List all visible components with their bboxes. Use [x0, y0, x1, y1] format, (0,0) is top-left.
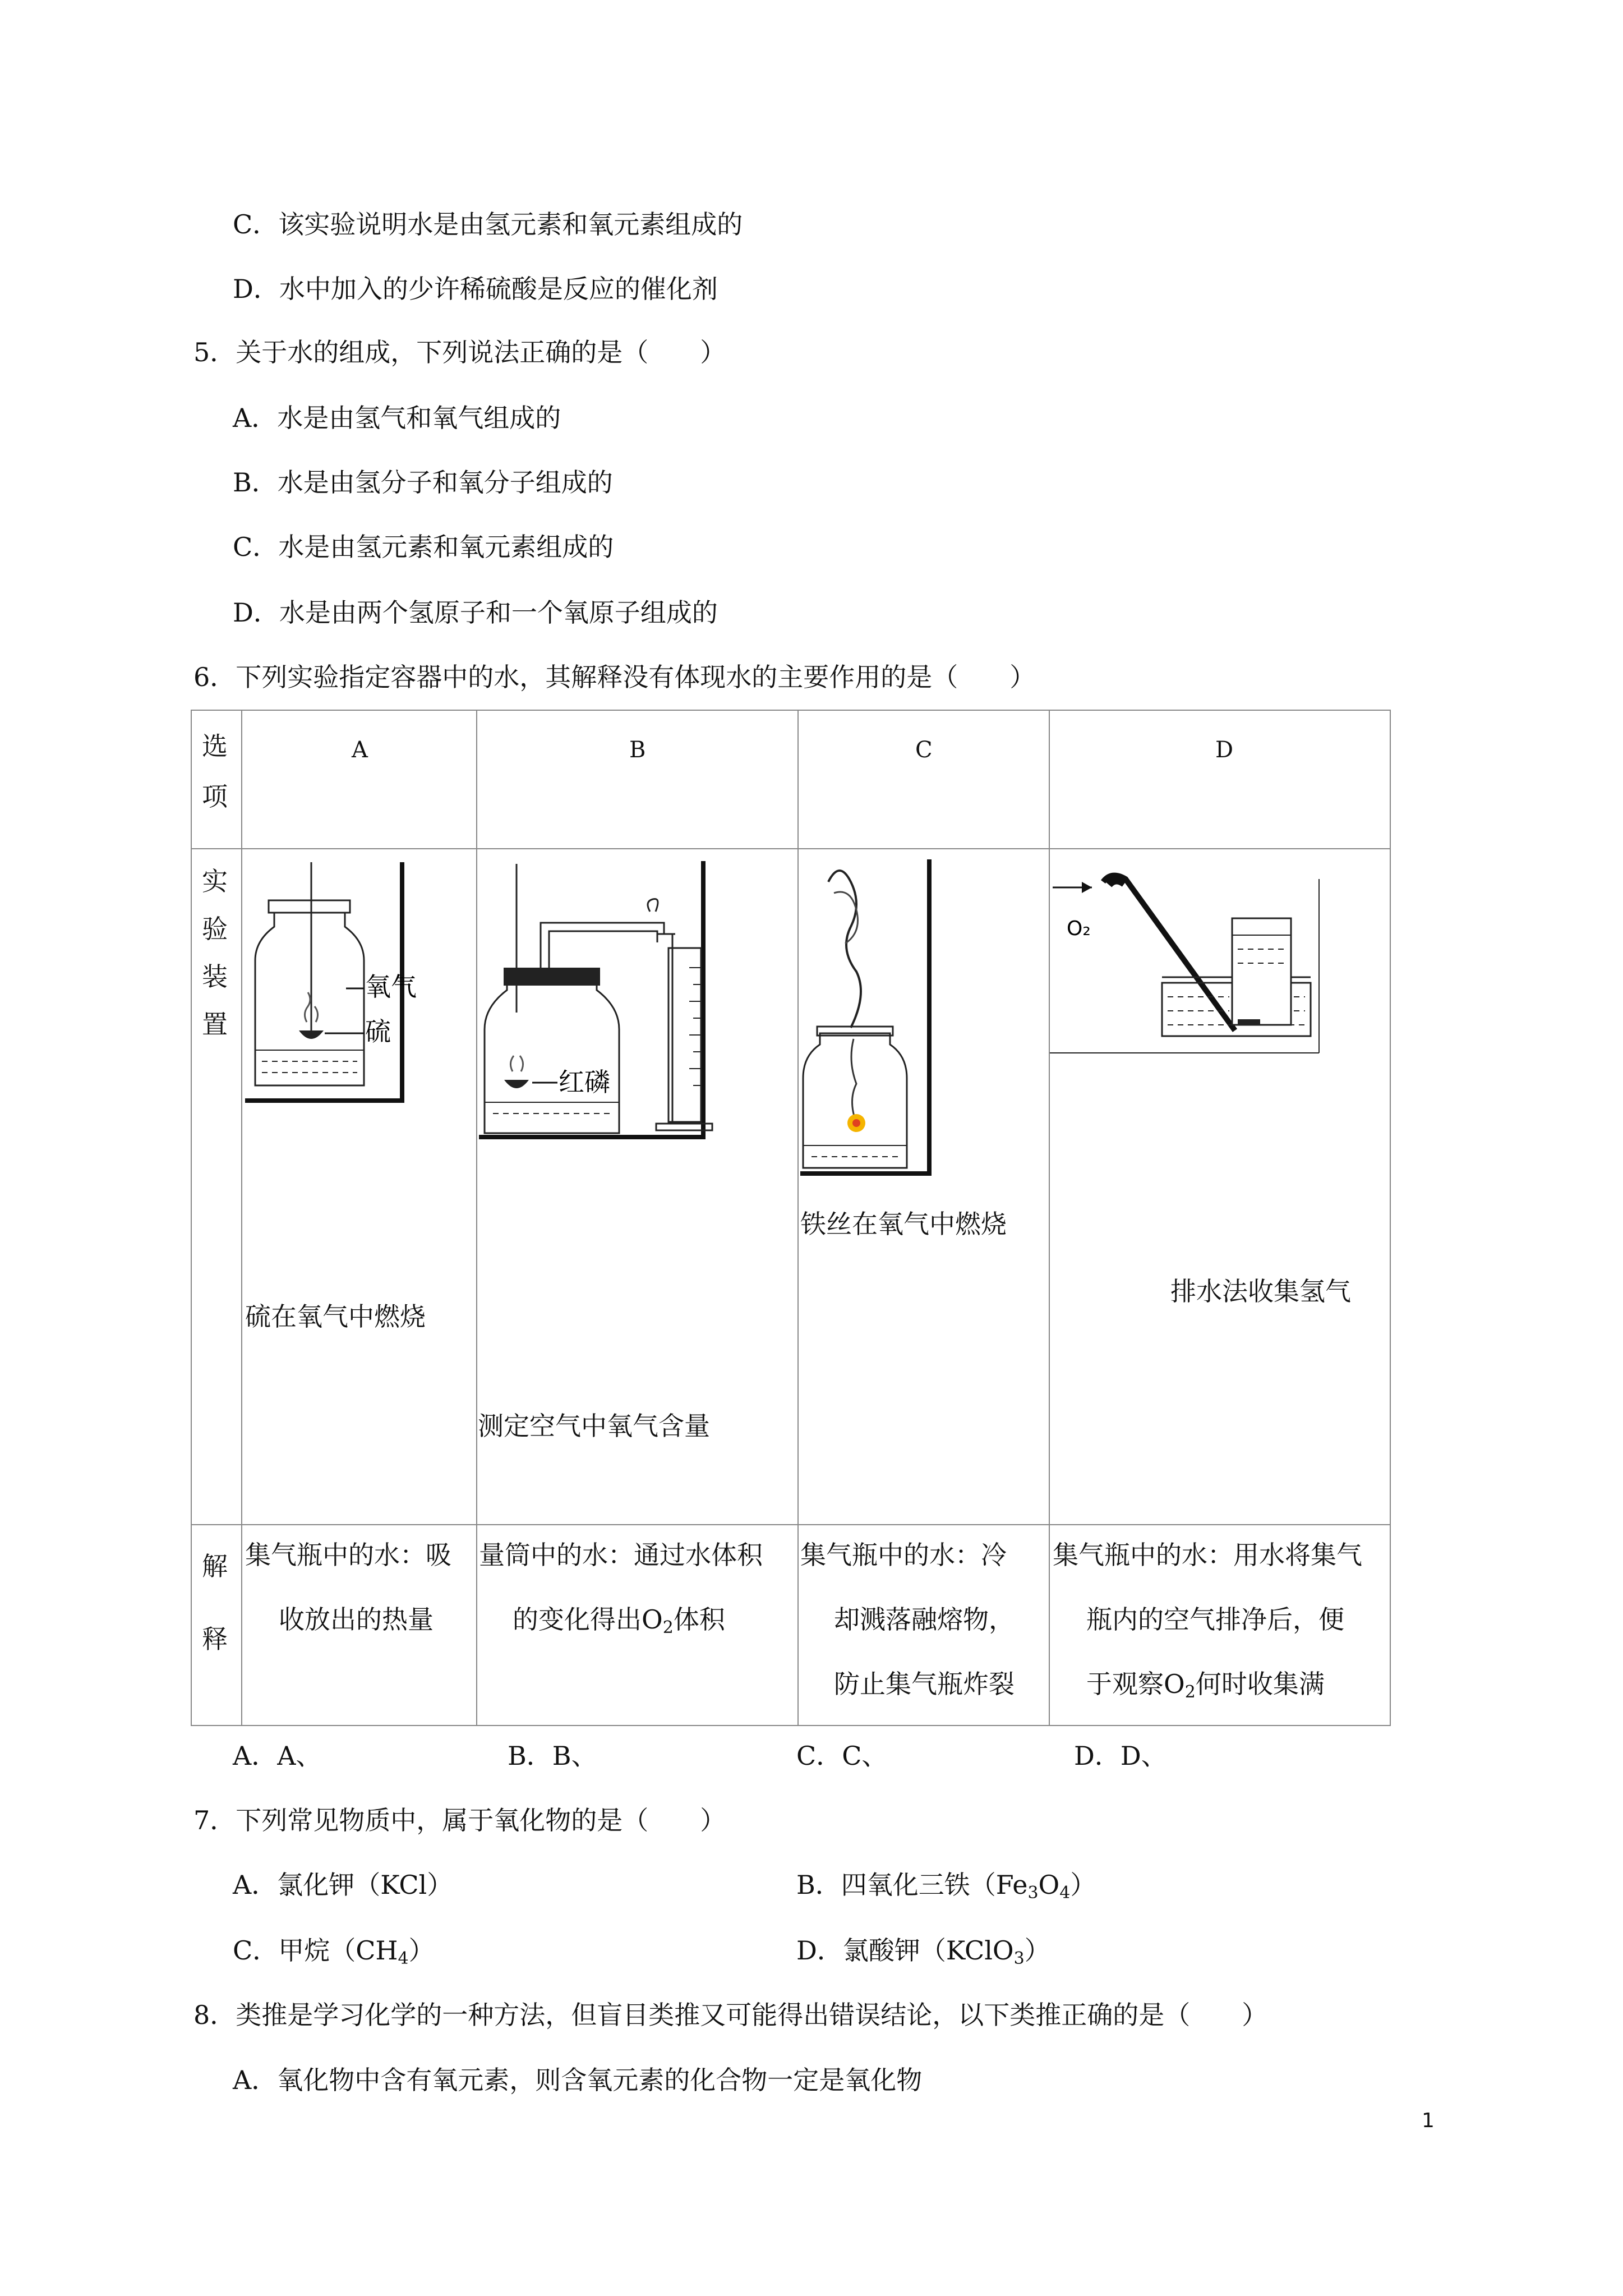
row-label-option: 选项 — [202, 731, 228, 812]
q5-stem: 5．关于水的组成，下列说法正确的是（ ） — [193, 337, 726, 367]
q7-option-c: C．甲烷$(CH_4)$ — [233, 1935, 435, 1968]
caption-d: 排水法收集氢气 — [1170, 1276, 1351, 1306]
explain-c-line2: 却溅落融熔物， — [834, 1604, 1015, 1635]
label-oxygen: 氧气 — [365, 972, 417, 1002]
q6-option-a: A．A、 — [233, 1741, 322, 1771]
q7-option-b: B．四氧化三铁$(Fe_3O_4)$ — [796, 1870, 1096, 1903]
q4-option-d: D．水中加入的少许稀硫酸是反应的催化剂 — [233, 274, 718, 304]
q7-stem: 7．下列常见物质中，属于氧化物的是（ ） — [193, 1805, 726, 1835]
col-header-d: D — [1215, 737, 1234, 763]
explain-c-line3: 防止集气瓶炸裂 — [834, 1669, 1015, 1699]
label-sulfur: 硫 — [365, 1016, 391, 1047]
explain-b-line1: 量筒中的水：通过水体积 — [479, 1540, 763, 1570]
q5-option-d: D．水是由两个氢原子和一个氧原子组成的 — [233, 597, 718, 628]
iron-wire-apparatus-diagram — [800, 859, 935, 1185]
col-header-c: C — [915, 737, 933, 763]
q5-option-c: C．水是由氢元素和氧元素组成的 — [233, 532, 614, 562]
explain-a-line1: 集气瓶中的水：吸 — [245, 1540, 451, 1570]
explain-d-line2: 瓶内的空气排净后，便 — [1086, 1604, 1344, 1635]
label-o2: O₂ — [1067, 917, 1091, 940]
row-label-device: 实 验 装 置 — [202, 866, 228, 1039]
q7-option-d: D．氯酸钾（KClO$_3$） — [796, 1935, 1050, 1968]
q7-option-a: A．氯化钾（KCl） — [233, 1870, 453, 1900]
q6-option-c: C．C、 — [796, 1741, 888, 1771]
explain-c-line1: 集气瓶中的水：冷 — [800, 1540, 1007, 1570]
caption-a: 硫在氧气中燃烧 — [245, 1301, 426, 1332]
explain-d-line1: 集气瓶中的水：用水将集气 — [1053, 1540, 1362, 1570]
red-phosphorus-apparatus-diagram — [479, 855, 796, 1142]
explain-a-line2: 收放出的热量 — [279, 1604, 434, 1635]
explain-b-line2: 的变化得出$O_2$体积 — [513, 1604, 725, 1637]
q4-option-c: C．该实验说明水是由氢元素和氧元素组成的 — [233, 209, 743, 240]
q5-option-b: B．水是由氢分子和氧分子组成的 — [233, 467, 613, 498]
row-label-explain: 解释 — [202, 1551, 228, 1654]
q6-table — [191, 710, 1391, 1726]
q8-option-a: A．氧化物中含有氧元素，则含氧元素的化合物一定是氧化物 — [233, 2065, 923, 2095]
caption-c: 铁丝在氧气中燃烧 — [800, 1209, 1007, 1239]
q5-option-a: A．水是由氢气和氧气组成的 — [233, 403, 561, 433]
explain-d-line3: 于观察$O_2$何时收集满 — [1086, 1669, 1325, 1702]
q8-stem: 8．类推是学习化学的一种方法，但盲目类推又可能得出错误结论，以下类推正确的是（ ） — [193, 2000, 1268, 2030]
col-header-a: A — [352, 737, 368, 763]
water-displacement-apparatus-diagram — [1050, 862, 1330, 1059]
label-red-phosphorus: 红磷 — [559, 1067, 610, 1097]
q6-option-d: D．D、 — [1074, 1741, 1167, 1771]
caption-b: 测定空气中氧气含量 — [478, 1411, 710, 1441]
sulfur-apparatus-diagram — [245, 862, 475, 1109]
col-header-b: B — [629, 737, 646, 763]
page-number: 1 — [1422, 2109, 1435, 2132]
q6-option-b: B．B、 — [508, 1741, 597, 1771]
q6-stem: 6．下列实验指定容器中的水，其解释没有体现水的主要作用的是（ ） — [193, 662, 1036, 692]
